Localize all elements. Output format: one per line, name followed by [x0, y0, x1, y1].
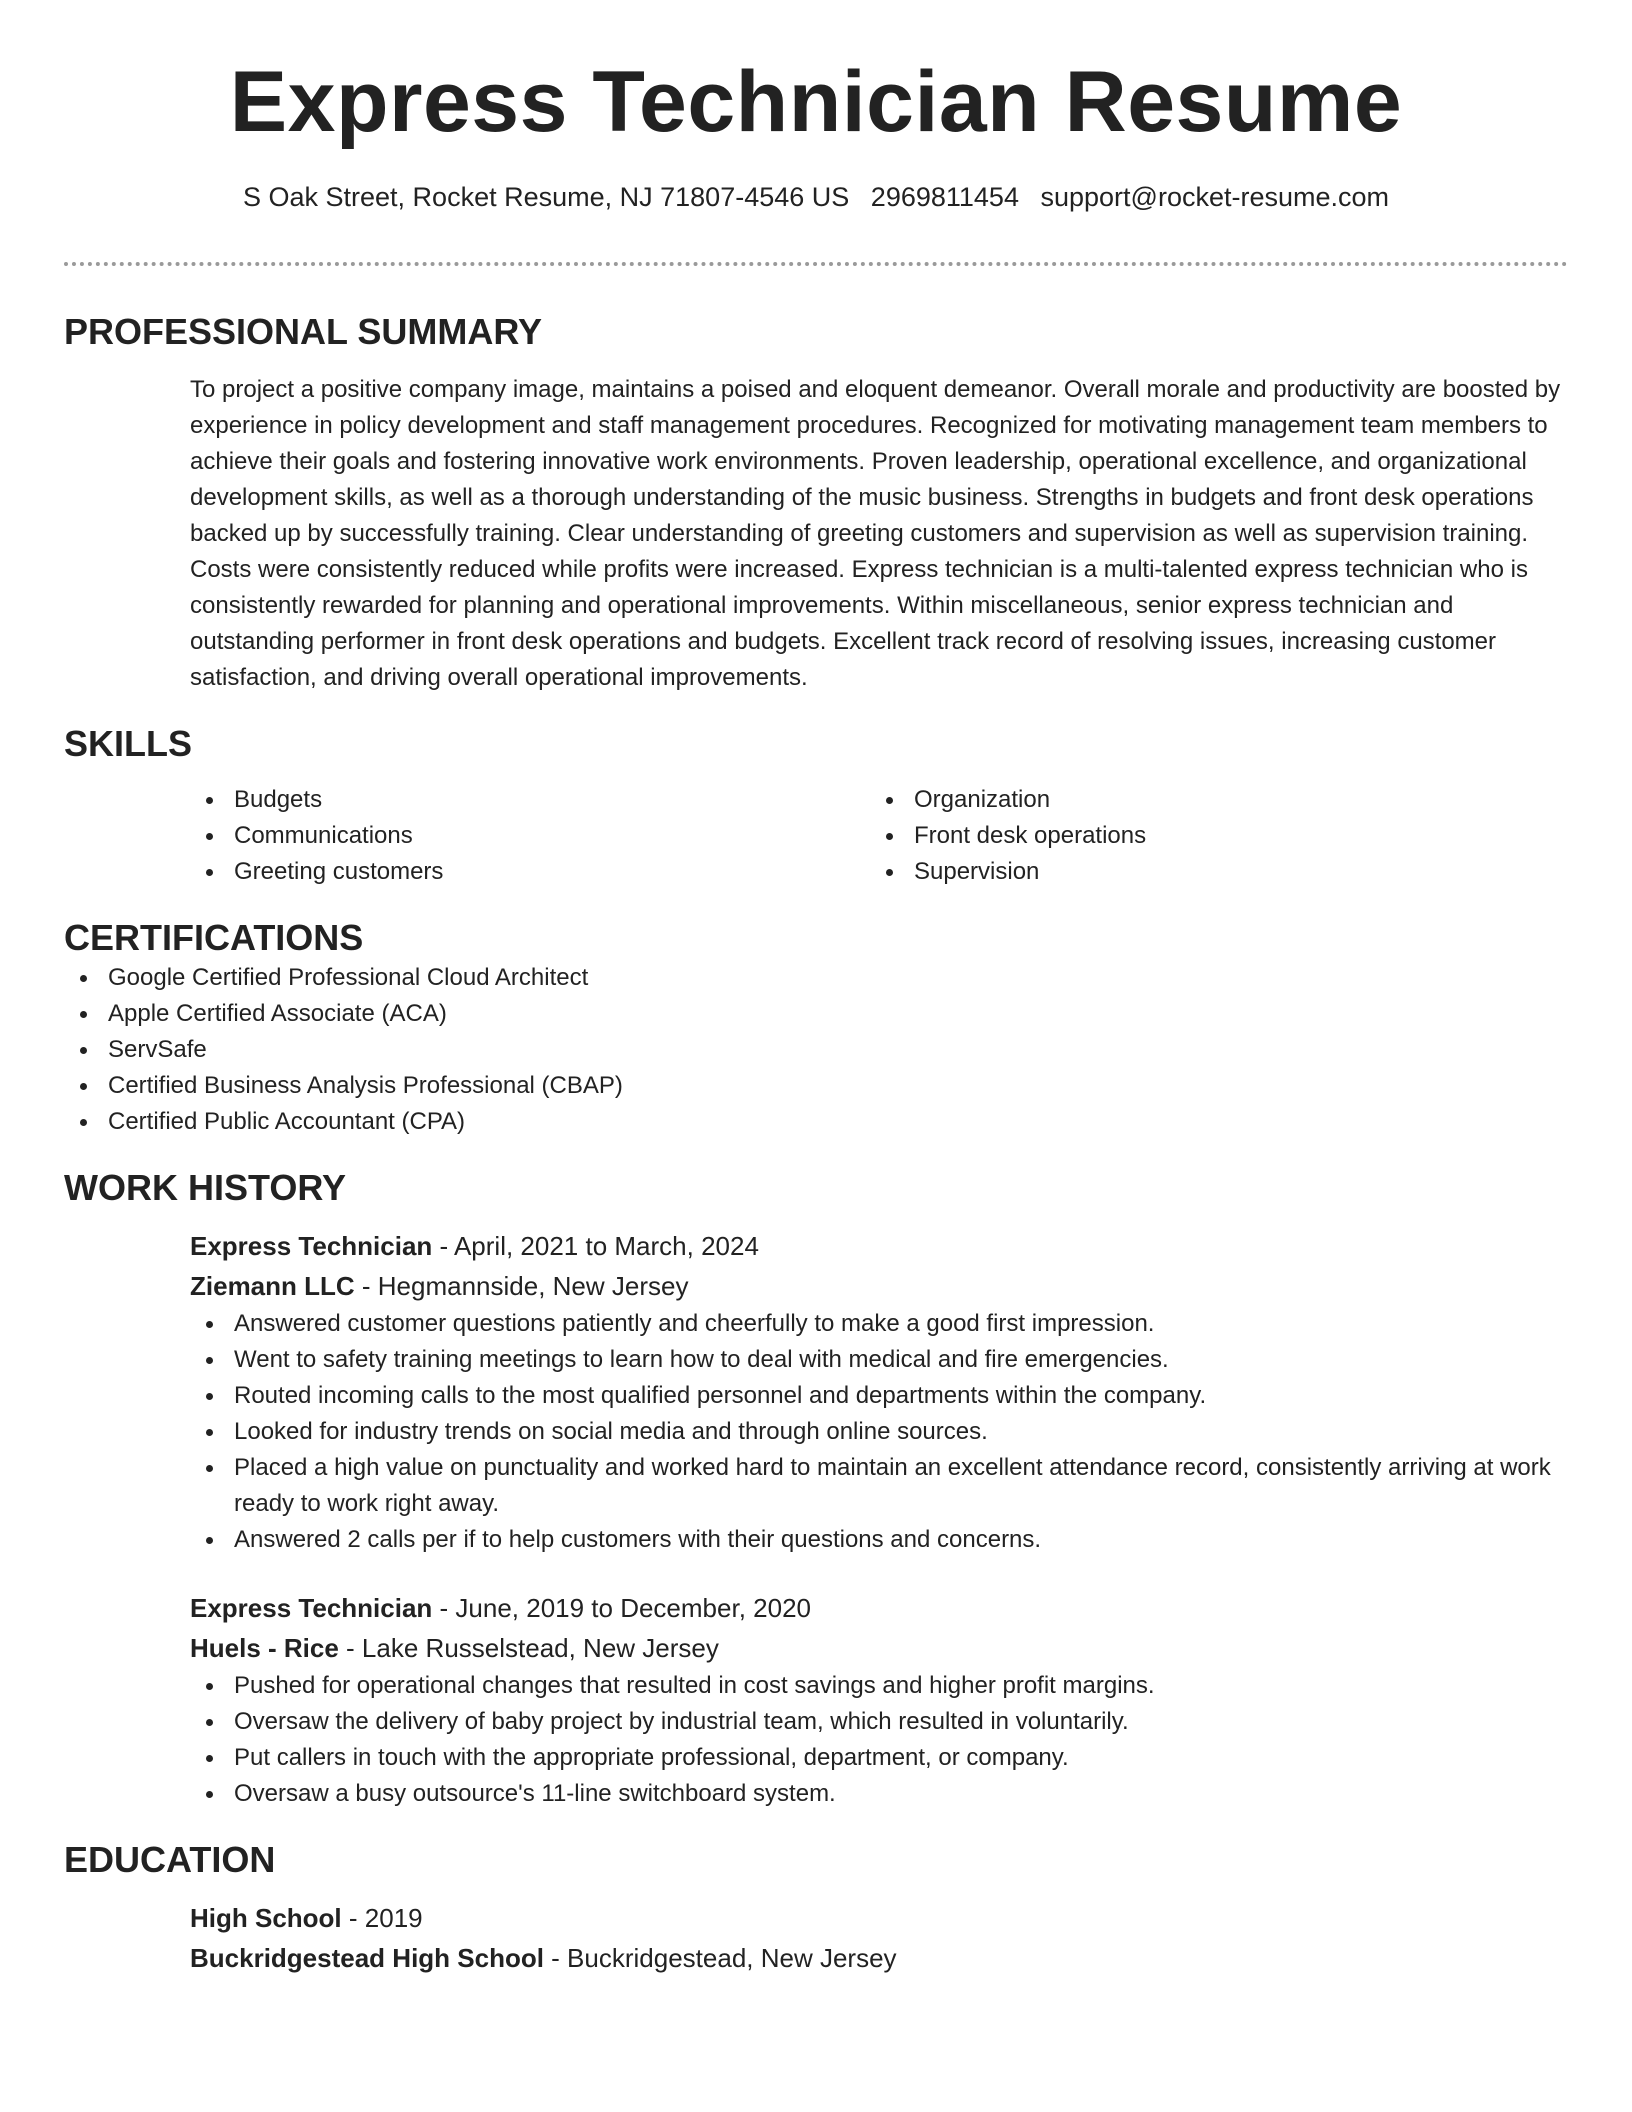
- job-duty: Went to safety training meetings to learn how to deal with medical and fire emergencies.: [190, 1342, 1568, 1378]
- job-duty: Oversaw a busy outsource's 11-line switchboard system.: [190, 1776, 1568, 1812]
- summary-section: [64, 310, 1568, 696]
- contact-email: support@rocket-resume.com: [1040, 182, 1390, 212]
- job-duty: Pushed for operational changes that resulted in cost savings and higher profit margins.: [190, 1668, 1568, 1704]
- certifications-section: [64, 916, 1568, 1140]
- certification-item: Certified Public Accountant (CPA): [64, 1104, 1568, 1140]
- education-school-line: [190, 1938, 1568, 1978]
- job-duty: Placed a high value on punctuality and worked hard to maintain an excellent attendance record, consistently arriving at work ready to work right away.: [190, 1450, 1568, 1522]
- job-duty: Put callers in touch with the appropriate professional, department, or company.: [190, 1740, 1568, 1776]
- job-dates: - April, 2021 to March, 2024: [432, 1231, 759, 1261]
- job-company-line: [190, 1628, 1568, 1668]
- certification-item: Apple Certified Associate (ACA): [64, 996, 1568, 1032]
- job-dates: - June, 2019 to December, 2020: [432, 1593, 811, 1623]
- certification-item: ServSafe: [64, 1032, 1568, 1068]
- job-title-line: [190, 1588, 1568, 1628]
- job-duty: Routed incoming calls to the most qualified personnel and departments within the company.: [190, 1378, 1568, 1414]
- skills-grid: [190, 782, 1568, 890]
- summary-text: To project a positive company image, maintains a poised and eloquent demeanor. Overall morale and productivity are boosted by experience in policy development and staff management procedures. Recognized for motivating management team members to achieve their goals and fostering innovative work environments. Proven leadership, operational excellence, and organizational development skills, as well as a thorough understanding of the music business. Strengths in budgets and front desk operations backed up by successfully training. Clear understanding of greeting customers and supervision as well as supervision training. Costs were consistently reduced while profits were increased. Express technician is a multi-talented express technician who is consistently rewarded for planning and operational improvements. Within miscellaneous, senior express technician and outstanding performer in front desk operations and budgets. Excellent track record of resolving issues, increasing customer satisfaction, and driving overall operational improvements.: [190, 376, 1561, 691]
- education-section: [64, 1838, 1568, 1978]
- contact-phone: 2969811454: [870, 182, 1019, 212]
- skills-column-left: [190, 782, 870, 890]
- skill-item: Communications: [190, 818, 870, 854]
- skill-item: Budgets: [190, 782, 870, 818]
- skill-item: Front desk operations: [870, 818, 1550, 854]
- job-company: Ziemann LLC: [190, 1271, 355, 1301]
- contact-address: S Oak Street, Rocket Resume, NJ 71807-4546 US: [242, 182, 850, 212]
- skills-column-right: [870, 782, 1550, 890]
- skills-heading: SKILLS: [64, 723, 193, 764]
- resume-title: Express Technician Resume: [229, 54, 1403, 150]
- job-location: - Hegmannside, New Jersey: [354, 1271, 689, 1301]
- job-company: Huels - Rice: [190, 1633, 339, 1663]
- skills-section: [64, 722, 1568, 890]
- job-role: Express Technician: [190, 1231, 433, 1261]
- job-duty: Answered 2 calls per if to help customers with their questions and concerns.: [190, 1522, 1568, 1558]
- summary-heading: PROFESSIONAL SUMMARY: [64, 311, 543, 352]
- work-history-heading: WORK HISTORY: [64, 1167, 347, 1208]
- job-title-line: [190, 1226, 1568, 1266]
- certifications-heading: CERTIFICATIONS: [64, 917, 364, 958]
- certifications-list: [64, 960, 1568, 1140]
- job-location: - Lake Russelstead, New Jersey: [338, 1633, 719, 1663]
- education-entry: [190, 1898, 1568, 1978]
- skill-item: Greeting customers: [190, 854, 870, 890]
- job-duty: Looked for industry trends on social media and through online sources.: [190, 1414, 1568, 1450]
- job-duty: Oversaw the delivery of baby project by industrial team, which resulted in voluntarily.: [190, 1704, 1568, 1740]
- education-school: Buckridgestead High School: [190, 1943, 544, 1973]
- education-degree: High School: [190, 1903, 342, 1933]
- skill-item: Supervision: [870, 854, 1550, 890]
- job-entry: [190, 1588, 1568, 1812]
- job-role: Express Technician: [190, 1593, 433, 1623]
- education-location: - Buckridgestead, New Jersey: [543, 1943, 897, 1973]
- job-company-line: [190, 1266, 1568, 1306]
- header-divider: [64, 262, 1568, 266]
- job-duties: [190, 1668, 1568, 1812]
- skill-item: Organization: [870, 782, 1550, 818]
- certification-item: Google Certified Professional Cloud Architect: [64, 960, 1568, 996]
- education-year: - 2019: [341, 1903, 423, 1933]
- work-history-section: [64, 1166, 1568, 1812]
- job-entry: [190, 1226, 1568, 1558]
- job-duties: [190, 1306, 1568, 1558]
- job-duty: Answered customer questions patiently and cheerfully to make a good first impression.: [190, 1306, 1568, 1342]
- resume-page: [64, 0, 1568, 1978]
- certification-item: Certified Business Analysis Professional (CBAP): [64, 1068, 1568, 1104]
- education-heading: EDUCATION: [64, 1839, 276, 1880]
- contact-line: [64, 180, 1568, 214]
- education-degree-line: [190, 1898, 1568, 1938]
